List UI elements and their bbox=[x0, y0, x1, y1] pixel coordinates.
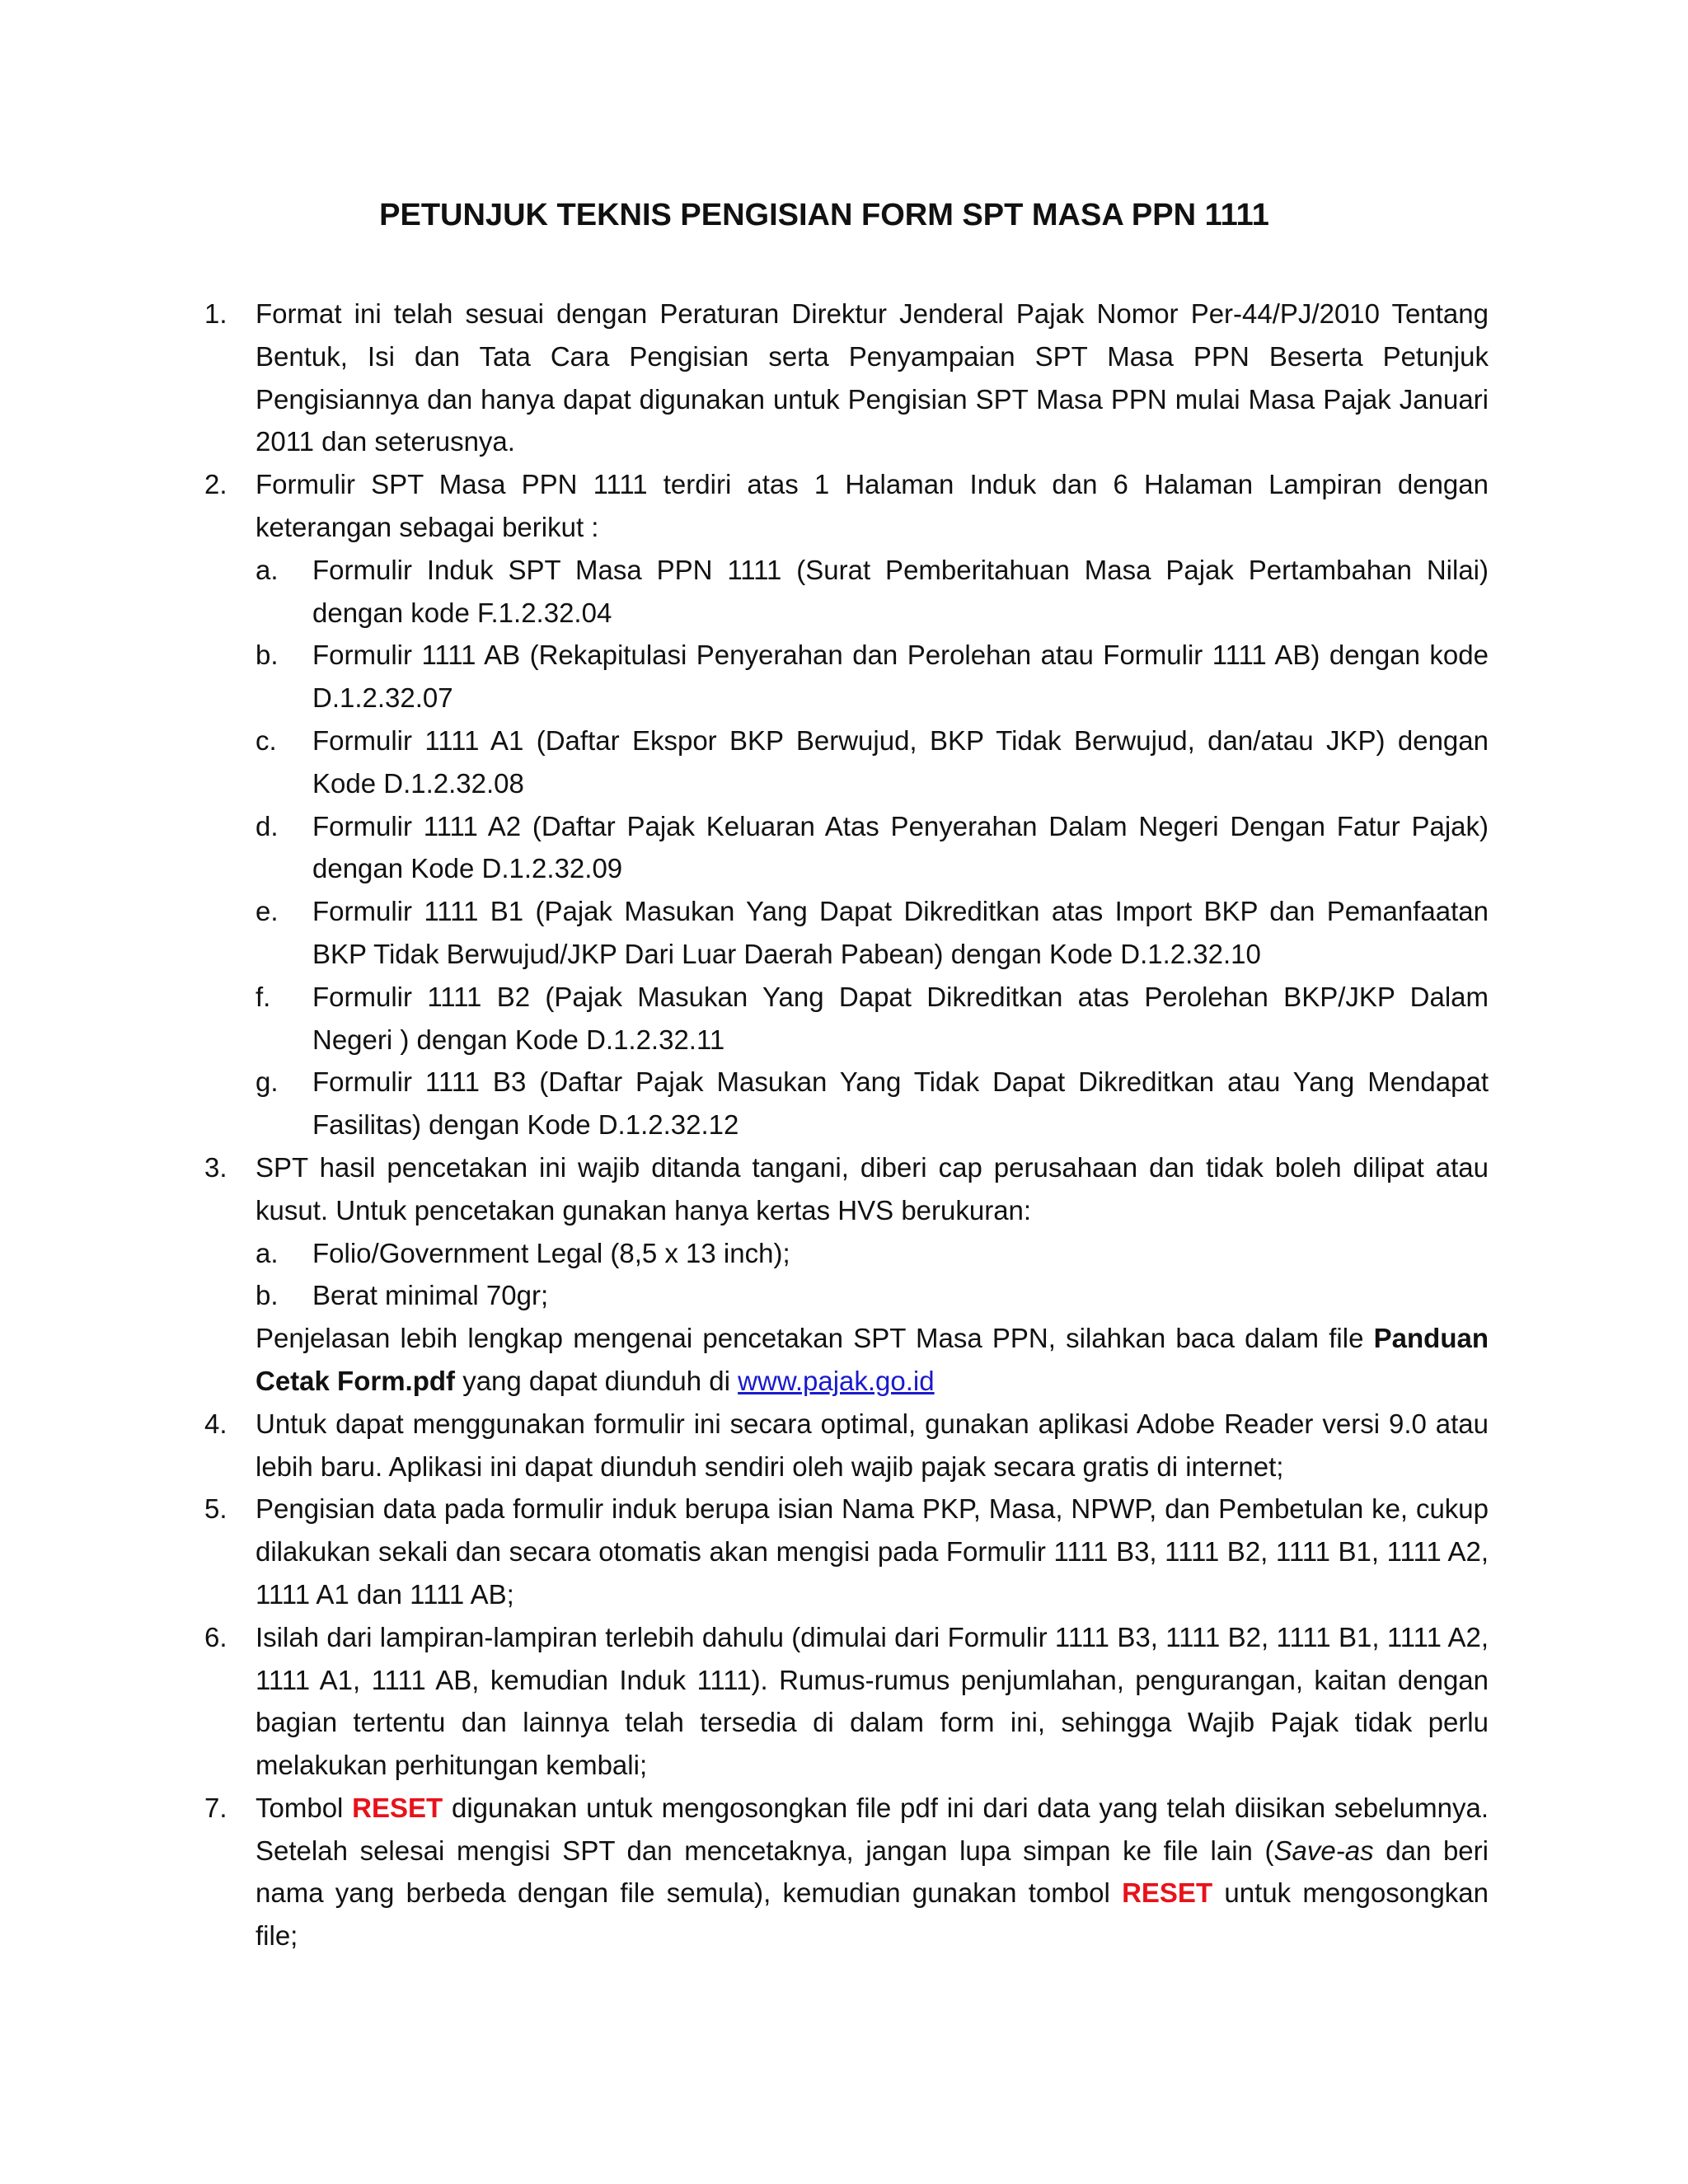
item-text: Formulir SPT Masa PPN 1111 terdiri atas 1 Halaman Induk dan 6 Halaman Lampiran dengan keterangan sebagai berikut : bbox=[256, 469, 1489, 542]
pajak-website-link[interactable]: www.pajak.go.id bbox=[738, 1365, 935, 1396]
sub-item-2b bbox=[204, 634, 1489, 719]
sub-item-text: Formulir 1111 B2 (Pajak Masukan Yang Dapat Dikreditkan atas Perolehan BKP/JKP Dalam Negeri ) dengan Kode D.1.2.32.11 bbox=[312, 981, 1489, 1055]
sub-item-2a bbox=[204, 549, 1489, 635]
item-number: 7. bbox=[204, 1792, 227, 1823]
item-number: 2. bbox=[204, 469, 227, 500]
sub-item-letter: b. bbox=[256, 1280, 279, 1311]
document-title: PETUNJUK TEKNIS PENGISIAN FORM SPT MASA PPN 1111 bbox=[379, 198, 1269, 232]
item-text: digunakan untuk mengosongkan file pdf ini dari data yang telah diisikan sebelumnya. Setelah selesai mengisi SPT dan mencetaknya, jangan lupa simpan ke file lain ( bbox=[256, 1792, 1489, 1866]
item-text: SPT hasil pencetakan ini wajib ditanda tangani, diberi cap perusahaan dan tidak boleh dilipat atau kusut. Untuk pencetakan gunakan hanya kertas HVS berukuran: bbox=[256, 1151, 1489, 1226]
item-text: Isilah dari lampiran-lampiran terlebih dahulu (dimulai dari Formulir 1111 B3, 1111 B2, 1111 B1, 1111 A2, 1111 A1, 1111 AB, kemudian Induk 1111). Rumus-rumus penjumlahan, pengurangan, kaitan dengan bagian tertentu dan lainnya telah tersedia di dalam form ini, sehingga Wajib Pajak tidak perlu melakukan perhitungan kembali; bbox=[256, 1621, 1489, 1781]
item-text: dan beri nama yang berbeda dengan file semula), kemudian gunakan tombol bbox=[256, 1835, 1489, 1909]
sub-item-letter: f. bbox=[256, 981, 271, 1012]
item-text: Untuk dapat menggunakan formulir ini secara optimal, gunakan aplikasi Adobe Reader versi 9.0 atau lebih baru. Aplikasi ini dapat diunduh sendiri oleh wajib pajak secara gratis di internet; bbox=[256, 1408, 1489, 1482]
list-item-3 bbox=[204, 1146, 1489, 1232]
sub-item-text: Folio/Government Legal (8,5 x 13 inch); bbox=[312, 1237, 790, 1268]
sub-item-letter: a. bbox=[256, 554, 279, 585]
sub-item-2e bbox=[204, 890, 1489, 976]
sub-item-2c bbox=[204, 719, 1489, 805]
sub-item-text: Formulir 1111 AB (Rekapitulasi Penyerahan dan Perolehan atau Formulir 1111 AB) dengan kode D.1.2.32.07 bbox=[312, 640, 1489, 714]
sub-item-2f bbox=[204, 976, 1489, 1062]
sub-item-text: Berat minimal 70gr; bbox=[312, 1280, 549, 1311]
sub-item-text: Formulir 1111 B3 (Daftar Pajak Masukan Yang Tidak Dapat Dikreditkan atau Yang Mendapat Fasilitas) dengan Kode D.1.2.32.12 bbox=[312, 1066, 1489, 1141]
sub-item-text: Formulir 1111 A2 (Daftar Pajak Keluaran Atas Penyerahan Dalam Negeri Dengan Fatur Pajak) dengan Kode D.1.2.32.09 bbox=[312, 810, 1489, 884]
sub-item-letter: e. bbox=[256, 896, 279, 927]
sub-item-text: Formulir Induk SPT Masa PPN 1111 (Surat Pemberitahuan Masa Pajak Pertambahan Nilai) dengan kode F.1.2.32.04 bbox=[312, 554, 1489, 628]
note-text: yang dapat diunduh di bbox=[455, 1365, 738, 1396]
sub-item-letter: g. bbox=[256, 1066, 279, 1098]
item-number: 4. bbox=[204, 1408, 227, 1439]
item-number: 5. bbox=[204, 1493, 227, 1525]
print-guide-note bbox=[204, 1317, 1489, 1403]
sub-item-3b bbox=[204, 1274, 1489, 1317]
item-text: untuk mengosongkan file; bbox=[256, 1877, 1489, 1952]
sub-item-2d bbox=[204, 805, 1489, 891]
list-item-4 bbox=[204, 1403, 1489, 1488]
sub-item-letter: d. bbox=[256, 810, 279, 841]
note-text: Penjelasan lebih lengkap mengenai pencetakan SPT Masa PPN, silahkan baca dalam file bbox=[256, 1323, 1374, 1354]
instruction-list bbox=[204, 293, 1489, 1957]
item-number: 1. bbox=[204, 298, 227, 329]
sub-item-2g bbox=[204, 1061, 1489, 1146]
item-text: Format ini telah sesuai dengan Peraturan Direktur Jenderal Pajak Nomor Per-44/PJ/2010 Tentang Bentuk, Isi dan Tata Cara Pengisian serta Penyampaian SPT Masa PPN Beserta Petunjuk Pengisiannya dan hanya dapat digunakan untuk Pengisian SPT Masa PPN mulai Masa Pajak Januari 2011 dan seterusnya. bbox=[256, 298, 1489, 457]
sub-item-letter: b. bbox=[256, 640, 279, 671]
guide-filename: Panduan Cetak Form.pdf bbox=[256, 1323, 1489, 1396]
list-item-5 bbox=[204, 1488, 1489, 1615]
list-item-7 bbox=[204, 1787, 1489, 1957]
list-item-6 bbox=[204, 1616, 1489, 1787]
item-number: 3. bbox=[204, 1151, 227, 1183]
reset-keyword: RESET bbox=[352, 1792, 443, 1823]
item-text: Tombol bbox=[256, 1792, 353, 1823]
sub-item-letter: c. bbox=[256, 724, 277, 756]
item-text: Pengisian data pada formulir induk berupa isian Nama PKP, Masa, NPWP, dan Pembetulan ke, cukup dilakukan sekali dan secara otomatis akan mengisi pada Formulir 1111 B3, 1111 B2, 1111 B1, 1111 A2, 1111 A1 dan 1111 AB; bbox=[256, 1493, 1489, 1610]
list-item-2 bbox=[204, 463, 1489, 549]
save-as-term: Save-as bbox=[1273, 1835, 1374, 1866]
sub-item-letter: a. bbox=[256, 1237, 279, 1268]
sub-item-text: Formulir 1111 B1 (Pajak Masukan Yang Dapat Dikreditkan atas Import BKP dan Pemanfaatan BKP Tidak Berwujud/JKP Dari Luar Daerah Pabean) dengan Kode D.1.2.32.10 bbox=[312, 896, 1489, 969]
reset-keyword: RESET bbox=[1122, 1877, 1213, 1909]
sub-item-text: Formulir 1111 A1 (Daftar Ekspor BKP Berwujud, BKP Tidak Berwujud, dan/atau JKP) dengan Kode D.1.2.32.08 bbox=[312, 724, 1489, 799]
item-number: 6. bbox=[204, 1621, 227, 1652]
list-item-1 bbox=[204, 293, 1489, 463]
sub-item-3a bbox=[204, 1232, 1489, 1275]
